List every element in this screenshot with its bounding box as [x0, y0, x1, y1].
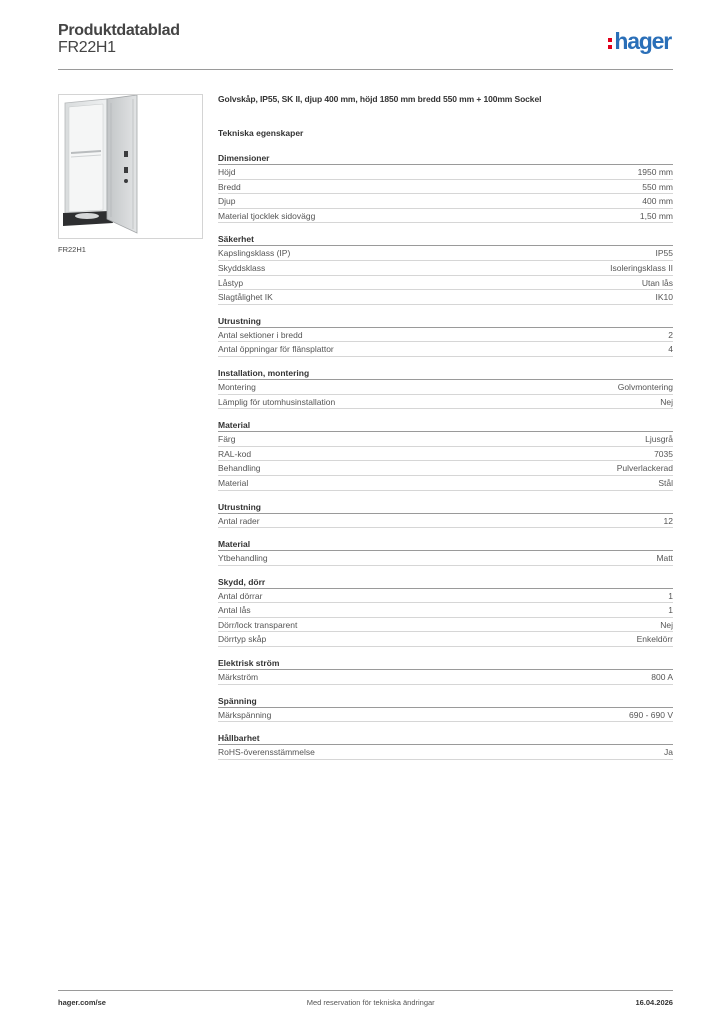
floor-cabinet-open-door-image — [59, 95, 202, 238]
spec-value: 7035 — [654, 448, 673, 459]
spec-row — [218, 476, 673, 491]
product-code: FR22H1 — [58, 39, 116, 56]
spec-value: Nej — [660, 619, 673, 630]
spec-row — [218, 180, 673, 195]
spec-label: Antal dörrar — [218, 590, 263, 601]
spec-value: Ja — [664, 747, 673, 758]
spec-value: Golvmontering — [617, 381, 673, 392]
spec-row — [218, 395, 673, 410]
spec-row — [218, 618, 673, 633]
spec-value: Stål — [658, 477, 673, 488]
spec-row — [218, 589, 673, 604]
spec-label: Låstyp — [218, 277, 244, 288]
spec-row — [218, 447, 673, 462]
spec-section — [218, 151, 673, 223]
spec-value: Enkeldörr — [636, 634, 673, 645]
spec-row — [218, 261, 673, 276]
spec-row — [218, 328, 673, 343]
spec-label: Färg — [218, 434, 236, 445]
image-caption: FR22H1 — [58, 245, 86, 254]
spec-value: 1950 mm — [637, 167, 673, 177]
spec-label: Material tjocklek sidovägg — [218, 210, 316, 221]
spec-value: Ljusgrå — [645, 434, 673, 445]
spec-row — [218, 380, 673, 395]
page-header — [58, 20, 673, 70]
spec-row — [218, 165, 673, 180]
document-title: Produktdatablad — [58, 22, 180, 39]
footer-date: 16.04.2026 — [635, 998, 673, 1007]
spec-row — [218, 432, 673, 447]
spec-row — [218, 708, 673, 723]
spec-row — [218, 551, 673, 566]
section-title: Installation, montering — [218, 366, 673, 380]
section-title: Spänning — [218, 694, 673, 708]
spec-label: Djup — [218, 196, 236, 207]
spec-row — [218, 246, 673, 261]
hager-logo[interactable] — [608, 28, 671, 55]
spec-value: Matt — [656, 553, 673, 564]
spec-value: Isoleringsklass II — [610, 262, 673, 273]
spec-label: Lämplig för utomhusinstallation — [218, 396, 336, 407]
spec-label: Antal rader — [218, 515, 260, 526]
spec-section — [218, 575, 673, 647]
spec-label: RoHS-överensstämmelse — [218, 747, 315, 758]
spec-label: Skyddsklass — [218, 262, 266, 273]
spec-value: 4 — [668, 344, 673, 355]
datasheet-content — [218, 94, 673, 769]
spec-label: Höjd — [218, 167, 236, 177]
spec-value: 550 mm — [642, 181, 673, 192]
spec-section — [218, 314, 673, 357]
section-title: Dimensioner — [218, 151, 673, 165]
spec-value: IK10 — [655, 292, 673, 303]
spec-value: 800 A — [651, 672, 673, 683]
spec-row — [218, 670, 673, 685]
section-title: Material — [218, 537, 673, 551]
spec-sections — [218, 151, 673, 760]
product-description: Golvskåp, IP55, SK II, djup 400 mm, höjd 1850 mm bredd 550 mm + 100mm Sockel — [218, 94, 542, 104]
spec-section — [218, 731, 673, 760]
footer-website-link[interactable]: hager.com/se — [58, 998, 106, 1007]
spec-section — [218, 537, 673, 566]
spec-label: Antal öppningar för flänsplattor — [218, 344, 334, 355]
spec-row — [218, 342, 673, 357]
product-image — [58, 94, 203, 239]
spec-value: Pulverlackerad — [616, 463, 673, 474]
spec-section — [218, 500, 673, 529]
section-title: Hållbarhet — [218, 731, 673, 745]
spec-label: Material — [218, 477, 249, 488]
spec-label: Montering — [218, 381, 256, 392]
spec-value: 690 - 690 V — [629, 709, 673, 720]
spec-value: 2 — [668, 329, 673, 340]
spec-label: Behandling — [218, 463, 261, 474]
spec-value: 1,50 mm — [639, 210, 673, 221]
spec-row — [218, 461, 673, 476]
section-title: Elektrisk ström — [218, 656, 673, 670]
spec-row — [218, 290, 673, 305]
spec-row — [218, 632, 673, 647]
spec-label: RAL-kod — [218, 448, 252, 459]
spec-row — [218, 514, 673, 529]
spec-value: IP55 — [655, 248, 673, 259]
section-title: Utrustning — [218, 314, 673, 328]
spec-label: Slagtålighet IK — [218, 292, 273, 303]
spec-section — [218, 694, 673, 723]
spec-row — [218, 745, 673, 760]
spec-section — [218, 656, 673, 685]
spec-row — [218, 603, 673, 618]
spec-section — [218, 366, 673, 409]
spec-label: Dörrtyp skåp — [218, 634, 267, 645]
logo-dots-icon — [608, 38, 612, 49]
spec-value: Nej — [660, 396, 673, 407]
section-title: Skydd, dörr — [218, 575, 673, 589]
tech-heading: Tekniska egenskaper — [218, 128, 304, 138]
section-title: Utrustning — [218, 500, 673, 514]
spec-label: Märkspänning — [218, 709, 272, 720]
logo-text: hager — [614, 28, 671, 54]
section-title: Material — [218, 418, 673, 432]
spec-label: Antal lås — [218, 605, 251, 616]
spec-label: Ytbehandling — [218, 553, 268, 564]
spec-label: Dörr/lock transparent — [218, 619, 298, 630]
spec-section — [218, 232, 673, 304]
spec-label: Kapslingsklass (IP) — [218, 248, 291, 259]
footer-disclaimer: Med reservation för tekniska ändringar — [306, 998, 435, 1007]
spec-row — [218, 276, 673, 291]
spec-row — [218, 209, 673, 224]
section-title: Säkerhet — [218, 232, 673, 246]
spec-value: Utan lås — [641, 277, 673, 288]
spec-label: Märkström — [218, 672, 259, 683]
spec-value: 1 — [668, 590, 673, 601]
spec-value: 1 — [668, 605, 673, 616]
spec-row — [218, 194, 673, 209]
spec-label: Bredd — [218, 181, 241, 192]
spec-value: 400 mm — [642, 196, 673, 207]
spec-section — [218, 418, 673, 490]
spec-value: 12 — [663, 515, 673, 526]
page-footer — [58, 990, 673, 1007]
spec-label: Antal sektioner i bredd — [218, 329, 303, 340]
